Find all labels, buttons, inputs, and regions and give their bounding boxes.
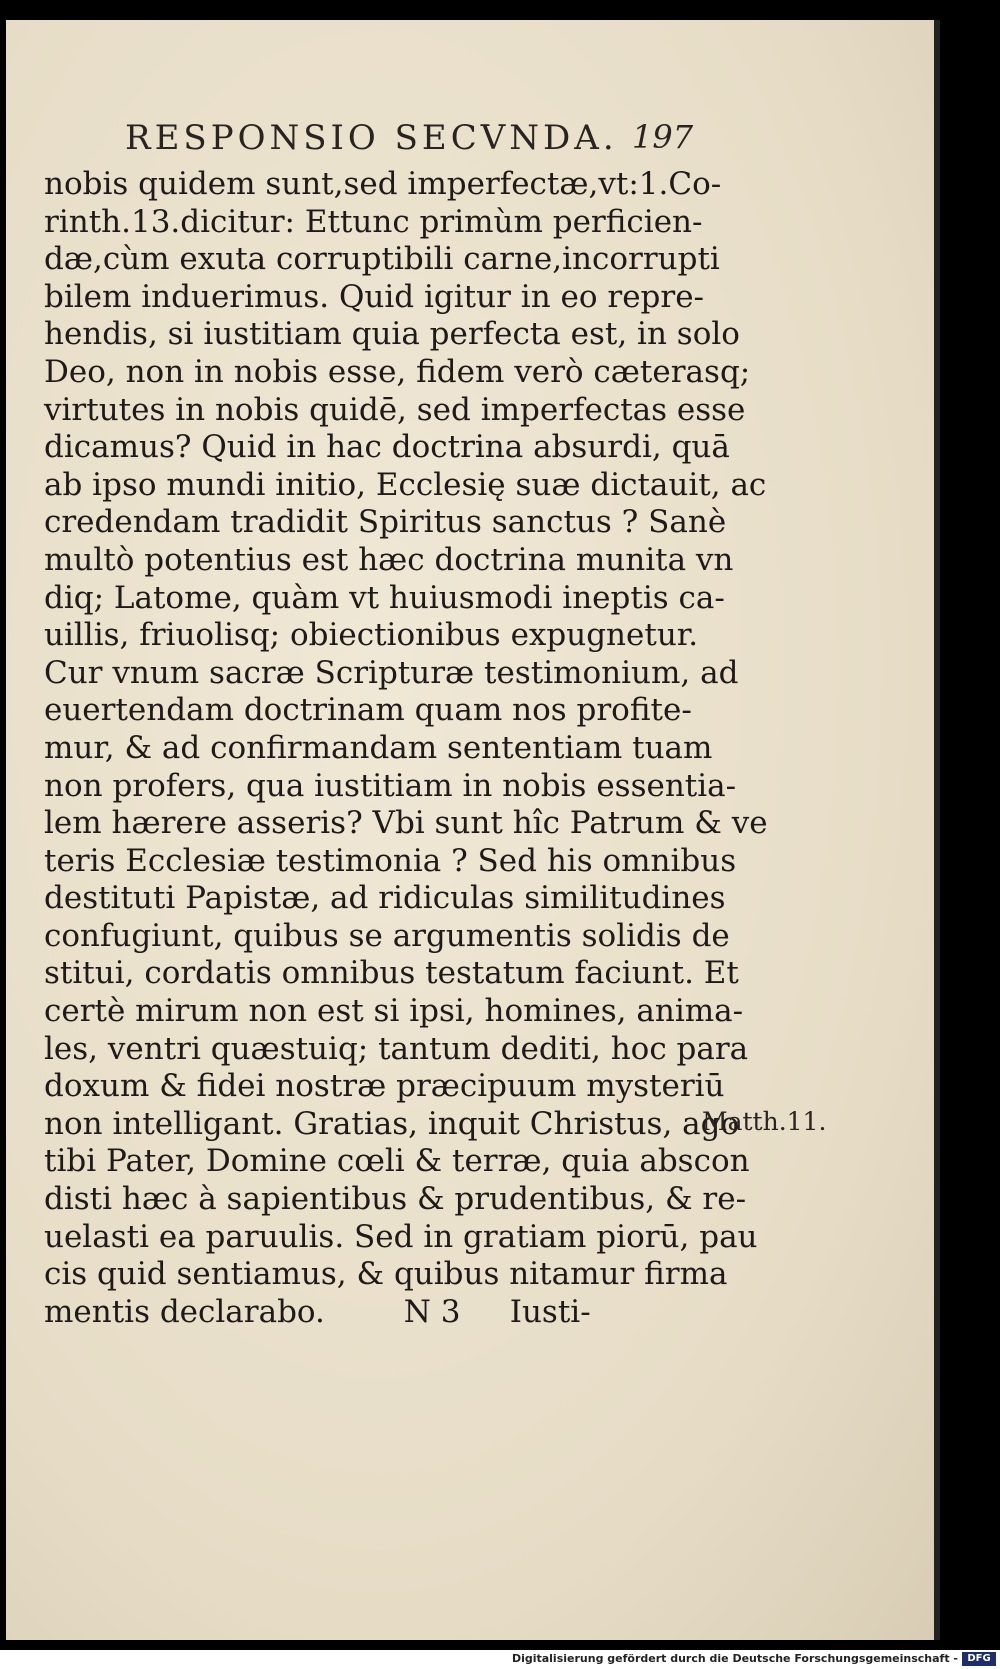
- text-line: euertendam doctrinam quam nos profite-: [44, 692, 692, 729]
- text-line: uelasti ea paruulis. Sed in gratiam piorū, pau: [44, 1218, 758, 1255]
- text-line: non profers, qua iustitiam in nobis essentia-: [44, 767, 737, 804]
- dfg-logo: DFG: [962, 1652, 996, 1666]
- text-line: confugiunt, quibus se argumentis solidis de: [44, 917, 730, 954]
- text-line: dicamus? Quid in hac doctrina absurdi, quā: [44, 429, 730, 466]
- text-line: doxum & fidei nostræ præcipuum mysteriū: [44, 1068, 725, 1105]
- text-line: disti hæc à sapientibus & prudentibus, & re-: [44, 1181, 747, 1218]
- page-edge: [934, 20, 940, 1640]
- text-line: mur, & ad confirmandam sententiam tuam: [44, 729, 713, 766]
- text-line: ab ipso mundi initio, Ecclesię suæ dictauit, ac: [44, 466, 767, 503]
- text-line: Deo, non in nobis esse, fidem verò cæterasq;: [44, 353, 751, 390]
- text-line: diq; Latome, quàm vt huiusmodi ineptis ca-: [44, 579, 725, 616]
- text-line: stitui, cordatis omnibus testatum faciunt. Et: [44, 955, 739, 992]
- text-line: nobis quidem sunt,sed imperfectæ,vt:1.Co-: [44, 166, 722, 202]
- text-line: non intelligant. Gratias, inquit Christus, ago: [44, 1105, 740, 1142]
- text-line: dæ,cùm exuta corruptibili carne,incorrupti: [44, 241, 720, 278]
- text-line: cis quid sentiamus, & quibus nitamur firma: [44, 1256, 728, 1293]
- page-number: 197: [632, 118, 694, 156]
- text-line: Cur vnum sacræ Scripturæ testimonium, ad: [44, 654, 739, 691]
- text-line: mentis declarabo. N 3 Iusti-: [44, 1293, 591, 1330]
- text-line: tibi Pater, Domine cœli & terræ, quia abscon: [44, 1143, 750, 1180]
- text-line: hendis, si iustitiam quia perfecta est, in solo: [44, 316, 740, 353]
- text-line: credendam tradidit Spiritus sanctus ? Sanè: [44, 504, 727, 541]
- text-line: lem hærere asseris? Vbi sunt hîc Patrum & ve: [44, 805, 768, 842]
- text-line: bilem induerimus. Quid igitur in eo repre-: [44, 278, 705, 315]
- funding-credit: Digitalisierung gefördert durch die Deutsche Forschungsgemeinschaft -: [511, 1652, 958, 1665]
- text-line: rinth.13.dicitur: Ettunc primùm perficien-: [44, 203, 703, 240]
- text-line: destituti Papistæ, ad ridiculas similitudines: [44, 880, 726, 917]
- text-line: les, ventri quæstuiq; tantum dediti, hoc para: [44, 1030, 749, 1067]
- text-line: virtutes in nobis quidē, sed imperfectas esse: [44, 391, 746, 428]
- running-title: RESPONSIO SECVNDA.: [125, 118, 618, 158]
- margin-note: Matth.11.: [702, 1107, 827, 1136]
- footer-bar: [0, 1650, 1000, 1669]
- text-line: uillis, friuolisq; obiectionibus expugnetur.: [44, 617, 699, 654]
- text-line: certè mirum non est si ipsi, homines, anima-: [44, 993, 744, 1030]
- text-line: teris Ecclesiæ testimonia ? Sed his omnibus: [44, 842, 737, 879]
- text-line: multò potentius est hæc doctrina munita vn: [44, 541, 734, 578]
